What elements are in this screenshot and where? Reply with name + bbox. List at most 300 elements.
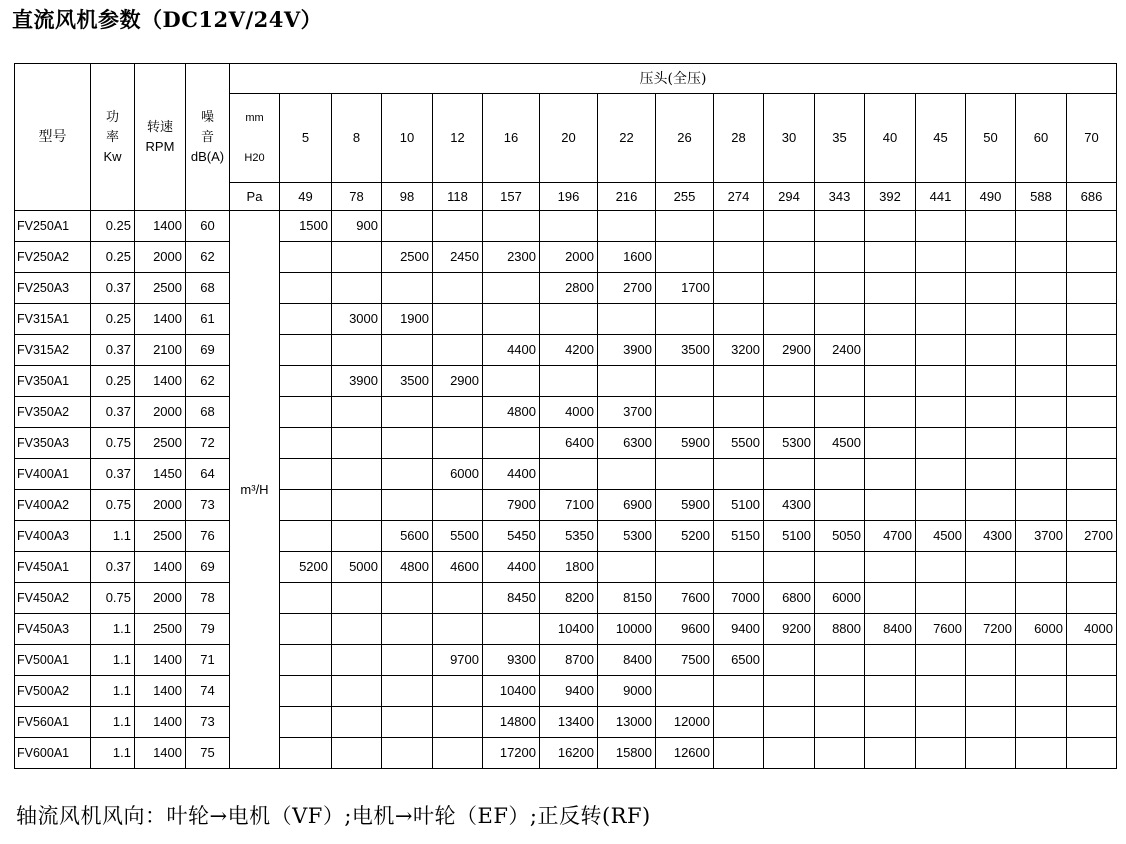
flow-cell: 4400 <box>483 335 540 366</box>
power-cell: 0.25 <box>91 366 135 397</box>
flow-cell: 9000 <box>598 676 656 707</box>
header-pa-value: 157 <box>483 183 540 211</box>
flow-cell: 5450 <box>483 521 540 552</box>
header-pa-value: 78 <box>332 183 382 211</box>
flow-cell <box>483 304 540 335</box>
flow-cell: 4800 <box>382 552 433 583</box>
flow-cell <box>332 738 382 769</box>
flow-cell <box>1016 645 1067 676</box>
flow-cell: 7600 <box>656 583 714 614</box>
flow-cell <box>815 397 865 428</box>
flow-cell <box>280 583 332 614</box>
flow-cell <box>815 490 865 521</box>
model-cell: FV600A1 <box>15 738 91 769</box>
flow-cell <box>382 397 433 428</box>
noise-cell: 62 <box>186 366 230 397</box>
noise-cell: 62 <box>186 242 230 273</box>
flow-cell <box>865 583 916 614</box>
flow-cell <box>916 676 966 707</box>
flow-cell <box>815 273 865 304</box>
header-mm-value: 8 <box>332 94 382 183</box>
power-cell: 0.75 <box>91 583 135 614</box>
page-title: 直流风机参数（DC12V/24V） <box>12 7 323 32</box>
flow-cell <box>332 645 382 676</box>
flow-cell <box>598 304 656 335</box>
table-row <box>15 428 1117 459</box>
flow-cell <box>656 552 714 583</box>
noise-cell: 69 <box>186 335 230 366</box>
flow-cell: 4400 <box>483 552 540 583</box>
flow-cell <box>280 738 332 769</box>
flow-cell <box>656 397 714 428</box>
flow-cell <box>280 273 332 304</box>
header-mm-value: 28 <box>714 94 764 183</box>
flow-cell: 4300 <box>764 490 815 521</box>
flow-cell <box>815 211 865 242</box>
model-cell: FV450A2 <box>15 583 91 614</box>
flow-cell <box>433 304 483 335</box>
header-pa-value: 490 <box>966 183 1016 211</box>
noise-cell: 79 <box>186 614 230 645</box>
flow-cell <box>382 335 433 366</box>
flow-cell <box>483 366 540 397</box>
flow-cell: 8400 <box>865 614 916 645</box>
flow-cell <box>332 521 382 552</box>
flow-cell <box>714 304 764 335</box>
flow-cell <box>656 459 714 490</box>
flow-cell: 7100 <box>540 490 598 521</box>
flow-cell <box>865 428 916 459</box>
flow-cell <box>966 552 1016 583</box>
flow-cell <box>433 335 483 366</box>
flow-cell <box>1067 459 1117 490</box>
flow-cell: 9300 <box>483 645 540 676</box>
flow-cell <box>433 738 483 769</box>
flow-cell: 7600 <box>916 614 966 645</box>
flow-cell <box>865 366 916 397</box>
flow-cell <box>382 738 433 769</box>
flow-cell <box>332 676 382 707</box>
flow-cell: 3000 <box>332 304 382 335</box>
flow-cell <box>656 242 714 273</box>
noise-cell: 71 <box>186 645 230 676</box>
flow-cell <box>966 304 1016 335</box>
flow-cell <box>332 490 382 521</box>
power-cell: 1.1 <box>91 707 135 738</box>
rpm-cell: 2500 <box>135 428 186 459</box>
noise-cell: 64 <box>186 459 230 490</box>
flow-cell <box>1067 428 1117 459</box>
flow-cell <box>433 676 483 707</box>
power-cell: 0.75 <box>91 490 135 521</box>
flow-cell <box>433 273 483 304</box>
flow-cell <box>865 552 916 583</box>
flow-cell <box>865 273 916 304</box>
model-cell: FV250A3 <box>15 273 91 304</box>
power-cell: 0.37 <box>91 397 135 428</box>
flow-cell <box>966 366 1016 397</box>
flow-cell <box>433 490 483 521</box>
flow-cell <box>916 645 966 676</box>
rpm-cell: 2100 <box>135 335 186 366</box>
rpm-cell: 2500 <box>135 273 186 304</box>
flow-cell <box>1016 273 1067 304</box>
model-cell: FV250A2 <box>15 242 91 273</box>
rpm-cell: 1400 <box>135 676 186 707</box>
header-pa-value: 588 <box>1016 183 1067 211</box>
noise-cell: 61 <box>186 304 230 335</box>
flow-cell <box>382 490 433 521</box>
noise-cell: 78 <box>186 583 230 614</box>
power-cell: 0.37 <box>91 335 135 366</box>
header-pa-value: 441 <box>916 183 966 211</box>
flow-cell <box>815 676 865 707</box>
flow-cell: 4400 <box>483 459 540 490</box>
flow-cell: 7200 <box>966 614 1016 645</box>
table-row <box>15 397 1117 428</box>
table-row <box>15 335 1117 366</box>
flow-cell <box>865 304 916 335</box>
flow-cell: 13000 <box>598 707 656 738</box>
flow-cell <box>280 304 332 335</box>
flow-cell <box>865 459 916 490</box>
flow-cell <box>764 242 815 273</box>
model-cell: FV500A1 <box>15 645 91 676</box>
header-pa-value: 274 <box>714 183 764 211</box>
flow-cell <box>966 490 1016 521</box>
flow-cell: 9700 <box>433 645 483 676</box>
flow-cell: 10000 <box>598 614 656 645</box>
flow-cell <box>382 645 433 676</box>
flow-cell: 5200 <box>280 552 332 583</box>
flow-cell <box>332 614 382 645</box>
model-cell: FV500A2 <box>15 676 91 707</box>
flow-cell <box>714 459 764 490</box>
table-row <box>15 614 1117 645</box>
flow-cell: 4300 <box>966 521 1016 552</box>
flow-cell <box>280 490 332 521</box>
flow-cell <box>433 211 483 242</box>
flow-cell <box>966 335 1016 366</box>
flow-cell <box>916 397 966 428</box>
flow-cell: 3900 <box>598 335 656 366</box>
flow-cell: 5300 <box>598 521 656 552</box>
fan-spec-table <box>14 63 1117 769</box>
power-cell: 0.37 <box>91 552 135 583</box>
flow-cell <box>433 707 483 738</box>
flow-cell <box>280 521 332 552</box>
model-cell: FV400A3 <box>15 521 91 552</box>
power-cell: 0.25 <box>91 211 135 242</box>
rpm-cell: 1400 <box>135 707 186 738</box>
noise-cell: 73 <box>186 707 230 738</box>
table-row <box>15 583 1117 614</box>
flow-cell <box>966 459 1016 490</box>
flow-cell <box>764 707 815 738</box>
flow-cell <box>1016 304 1067 335</box>
flow-cell <box>598 552 656 583</box>
header-mm-value: 5 <box>280 94 332 183</box>
airflow-direction-note: 轴流风机风向：叶轮→电机（VF）;电机→叶轮（EF）;正反转(RF) <box>16 804 651 828</box>
flow-cell: 7900 <box>483 490 540 521</box>
noise-cell: 68 <box>186 397 230 428</box>
flow-cell: 2900 <box>433 366 483 397</box>
flow-cell <box>916 428 966 459</box>
flow-cell <box>656 676 714 707</box>
flow-cell: 6900 <box>598 490 656 521</box>
flow-cell <box>714 738 764 769</box>
flow-cell <box>1067 583 1117 614</box>
model-cell: FV315A2 <box>15 335 91 366</box>
flow-cell <box>764 304 815 335</box>
flow-cell <box>1067 490 1117 521</box>
flow-cell: 8400 <box>598 645 656 676</box>
flow-cell <box>1016 335 1067 366</box>
flow-cell <box>382 459 433 490</box>
table-row <box>15 521 1117 552</box>
flow-cell <box>865 707 916 738</box>
header-mm-value: 12 <box>433 94 483 183</box>
flow-cell <box>764 552 815 583</box>
flow-cell <box>656 366 714 397</box>
flow-cell <box>916 459 966 490</box>
flow-cell <box>1016 242 1067 273</box>
flow-cell <box>540 459 598 490</box>
flow-cell <box>1067 335 1117 366</box>
flow-cell: 3900 <box>332 366 382 397</box>
header-pa-value: 343 <box>815 183 865 211</box>
header-mm-value: 22 <box>598 94 656 183</box>
flow-cell: 6000 <box>1016 614 1067 645</box>
rpm-cell: 1400 <box>135 738 186 769</box>
flow-cell: 14800 <box>483 707 540 738</box>
flow-cell: 5050 <box>815 521 865 552</box>
flow-cell <box>280 397 332 428</box>
flow-cell <box>966 645 1016 676</box>
flow-cell <box>280 614 332 645</box>
flow-cell <box>1016 397 1067 428</box>
flow-cell: 9600 <box>656 614 714 645</box>
table-row <box>15 273 1117 304</box>
flow-cell: 1800 <box>540 552 598 583</box>
flow-cell: 5200 <box>656 521 714 552</box>
flow-cell <box>815 304 865 335</box>
flow-cell <box>483 211 540 242</box>
table-row <box>15 552 1117 583</box>
flow-cell <box>865 335 916 366</box>
model-cell: FV400A2 <box>15 490 91 521</box>
flow-cell <box>966 242 1016 273</box>
header-mm-value: 40 <box>865 94 916 183</box>
flow-cell: 15800 <box>598 738 656 769</box>
flow-cell <box>714 552 764 583</box>
flow-cell <box>815 707 865 738</box>
header-mm-value: 50 <box>966 94 1016 183</box>
flow-cell <box>433 397 483 428</box>
flow-cell: 9200 <box>764 614 815 645</box>
flow-cell <box>433 614 483 645</box>
flow-cell: 2450 <box>433 242 483 273</box>
header-power: 功 率 Kw <box>91 64 135 211</box>
flow-cell <box>1067 645 1117 676</box>
flow-cell <box>916 366 966 397</box>
table-row <box>15 676 1117 707</box>
power-cell: 1.1 <box>91 645 135 676</box>
flow-cell <box>916 490 966 521</box>
flow-cell <box>280 459 332 490</box>
flow-cell <box>865 738 916 769</box>
power-cell: 1.1 <box>91 614 135 645</box>
table-row <box>15 459 1117 490</box>
flow-cell: 8200 <box>540 583 598 614</box>
rpm-cell: 1400 <box>135 552 186 583</box>
header-noise: 噪 音 dB(A) <box>186 64 230 211</box>
noise-cell: 72 <box>186 428 230 459</box>
flow-cell <box>1016 428 1067 459</box>
flow-cell <box>280 428 332 459</box>
power-cell: 0.37 <box>91 459 135 490</box>
flow-cell: 2500 <box>382 242 433 273</box>
flow-cell <box>1016 459 1067 490</box>
power-cell: 1.1 <box>91 676 135 707</box>
table-row <box>15 645 1117 676</box>
header-mm-value: 60 <box>1016 94 1067 183</box>
flow-cell: 5150 <box>714 521 764 552</box>
flow-cell <box>815 366 865 397</box>
model-cell: FV450A1 <box>15 552 91 583</box>
flow-cell: 8450 <box>483 583 540 614</box>
flow-cell <box>656 211 714 242</box>
flow-cell: 900 <box>332 211 382 242</box>
flow-cell <box>598 366 656 397</box>
flow-cell: 6300 <box>598 428 656 459</box>
flow-cell: 8800 <box>815 614 865 645</box>
header-mm-value: 45 <box>916 94 966 183</box>
flow-cell <box>764 397 815 428</box>
flow-cell <box>714 273 764 304</box>
rpm-cell: 1400 <box>135 366 186 397</box>
flow-cell: 3500 <box>656 335 714 366</box>
flow-cell <box>916 707 966 738</box>
flow-cell <box>714 397 764 428</box>
flow-cell: 17200 <box>483 738 540 769</box>
flow-cell <box>865 211 916 242</box>
flow-cell <box>1067 738 1117 769</box>
flow-cell <box>280 707 332 738</box>
flow-cell <box>598 459 656 490</box>
rpm-cell: 2500 <box>135 614 186 645</box>
table-row <box>15 211 1117 242</box>
header-pa-value: 196 <box>540 183 598 211</box>
flow-cell: 4000 <box>1067 614 1117 645</box>
flow-cell: 5900 <box>656 490 714 521</box>
flow-cell <box>865 397 916 428</box>
flow-cell <box>764 366 815 397</box>
flow-cell <box>332 273 382 304</box>
flow-cell: 6800 <box>764 583 815 614</box>
header-pa-value: 686 <box>1067 183 1117 211</box>
header-pa-value: 98 <box>382 183 433 211</box>
flow-cell <box>382 583 433 614</box>
flow-cell: 4700 <box>865 521 916 552</box>
header-speed: 转速 RPM <box>135 64 186 211</box>
flow-cell <box>1016 583 1067 614</box>
rpm-cell: 1400 <box>135 304 186 335</box>
flow-cell <box>483 273 540 304</box>
header-mm-value: 30 <box>764 94 815 183</box>
flow-cell <box>764 273 815 304</box>
flow-cell: 6000 <box>815 583 865 614</box>
flow-cell <box>916 335 966 366</box>
flow-cell <box>865 242 916 273</box>
flow-cell <box>966 676 1016 707</box>
noise-cell: 76 <box>186 521 230 552</box>
flow-cell: 2800 <box>540 273 598 304</box>
flow-cell <box>714 211 764 242</box>
flow-cell: 12000 <box>656 707 714 738</box>
flow-cell <box>916 242 966 273</box>
header-mm-value: 26 <box>656 94 714 183</box>
flow-cell: 4000 <box>540 397 598 428</box>
flow-cell: 2700 <box>598 273 656 304</box>
flow-cell <box>382 676 433 707</box>
flow-cell <box>916 211 966 242</box>
flow-cell <box>332 397 382 428</box>
table-row <box>15 707 1117 738</box>
flow-cell <box>966 211 1016 242</box>
flow-cell: 10400 <box>483 676 540 707</box>
rpm-cell: 2000 <box>135 583 186 614</box>
model-cell: FV315A1 <box>15 304 91 335</box>
rpm-cell: 2000 <box>135 397 186 428</box>
model-cell: FV250A1 <box>15 211 91 242</box>
flow-cell: 4500 <box>815 428 865 459</box>
flow-cell <box>1067 211 1117 242</box>
flow-cell: 4600 <box>433 552 483 583</box>
flow-cell <box>865 676 916 707</box>
header-pa-value: 216 <box>598 183 656 211</box>
flow-cell <box>332 242 382 273</box>
header-mm-value: 70 <box>1067 94 1117 183</box>
header-pa-label: Pa <box>230 183 280 211</box>
flow-cell <box>280 645 332 676</box>
flow-cell: 4800 <box>483 397 540 428</box>
flow-cell <box>1067 397 1117 428</box>
flow-cell: 8700 <box>540 645 598 676</box>
header-pa-value: 49 <box>280 183 332 211</box>
flow-cell <box>966 273 1016 304</box>
header-pa-value: 392 <box>865 183 916 211</box>
header-mm-value: 16 <box>483 94 540 183</box>
flow-cell: 12600 <box>656 738 714 769</box>
flow-cell <box>916 552 966 583</box>
flow-cell <box>540 304 598 335</box>
flow-cell <box>916 273 966 304</box>
flow-cell <box>1067 676 1117 707</box>
flow-cell <box>382 707 433 738</box>
flow-cell: 6500 <box>714 645 764 676</box>
flow-cell: 1700 <box>656 273 714 304</box>
flow-cell: 2700 <box>1067 521 1117 552</box>
flow-cell <box>966 707 1016 738</box>
noise-cell: 69 <box>186 552 230 583</box>
flow-cell <box>332 459 382 490</box>
flow-cell <box>382 273 433 304</box>
rpm-cell: 2000 <box>135 242 186 273</box>
flow-cell <box>1067 242 1117 273</box>
flow-cell <box>764 211 815 242</box>
flow-cell <box>966 397 1016 428</box>
